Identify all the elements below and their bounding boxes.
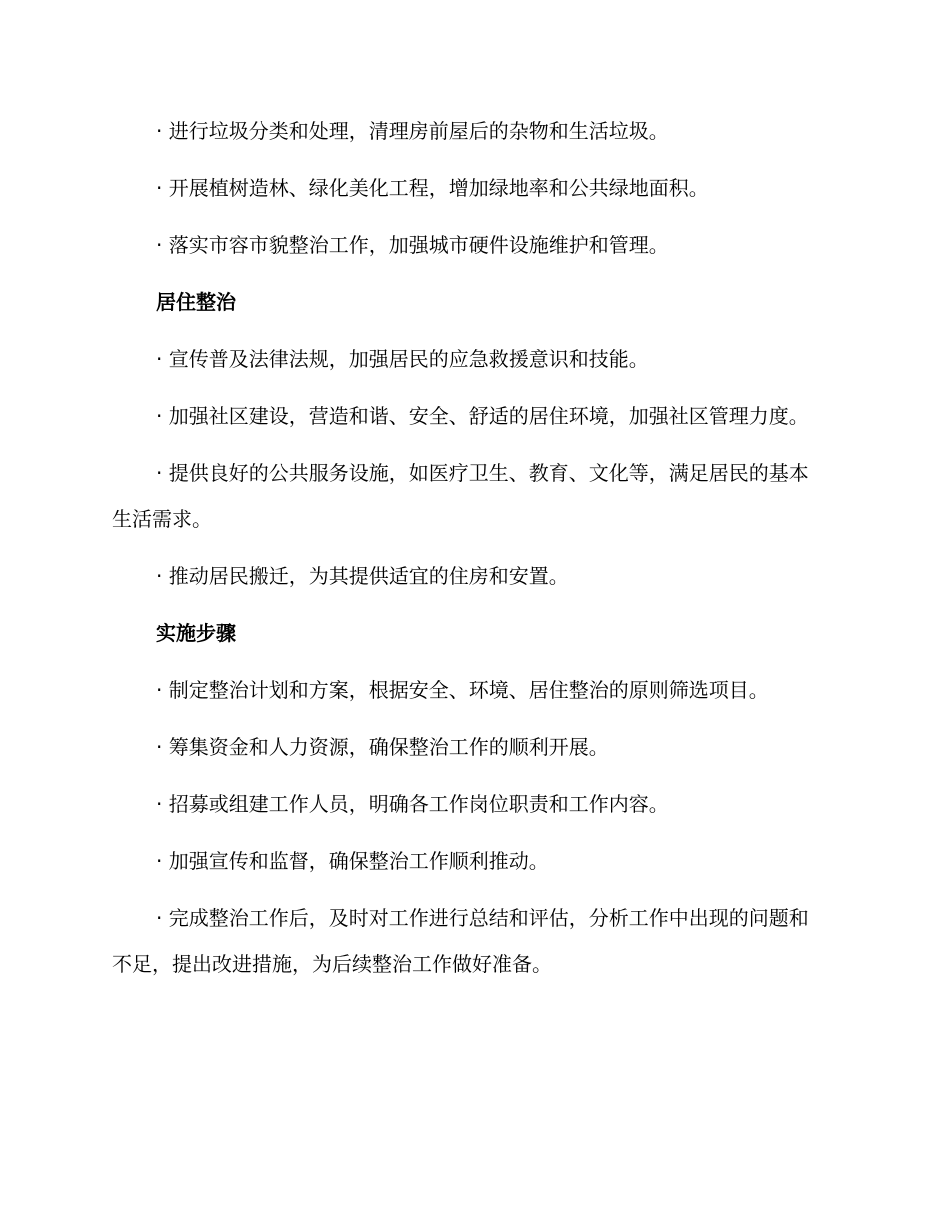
list-item: · 落实市容市貌整治工作，加强城市硬件设施维护和管理。 xyxy=(156,233,669,257)
list-item: · 加强宣传和监督，确保整治工作顺利推动。 xyxy=(156,849,549,873)
list-item: · 加强社区建设，营造和谐、安全、舒适的居住环境，加强社区管理力度。 xyxy=(156,404,809,428)
list-item: · 制定整治计划和方案，根据安全、环境、居住整治的原则筛选项目。 xyxy=(156,678,769,702)
section-heading-implementation: 实施步骤 xyxy=(156,621,236,645)
list-item: · 完成整治工作后，及时对工作进行总结和评估，分析工作中出现的问题和不足，提出改进措施，为后续整治工作做好准备。 xyxy=(112,906,809,976)
list-item: · 推动居民搬迁，为其提供适宜的住房和安置。 xyxy=(156,564,569,588)
list-item: · 招募或组建工作人员，明确各工作岗位职责和工作内容。 xyxy=(156,792,669,816)
list-item: · 进行垃圾分类和处理，清理房前屋后的杂物和生活垃圾。 xyxy=(156,119,669,143)
section-heading-residential: 居住整治 xyxy=(156,290,236,314)
list-item: · 开展植树造林、绿化美化工程，增加绿地率和公共绿地面积。 xyxy=(156,176,709,200)
list-item: · 筹集资金和人力资源，确保整治工作的顺利开展。 xyxy=(156,735,609,759)
list-item: · 宣传普及法律法规，加强居民的应急救援意识和技能。 xyxy=(156,347,649,371)
document-body xyxy=(112,108,822,998)
list-item: · 提供良好的公共服务设施，如医疗卫生、教育、文化等，满足居民的基本生活需求。 xyxy=(112,461,809,531)
